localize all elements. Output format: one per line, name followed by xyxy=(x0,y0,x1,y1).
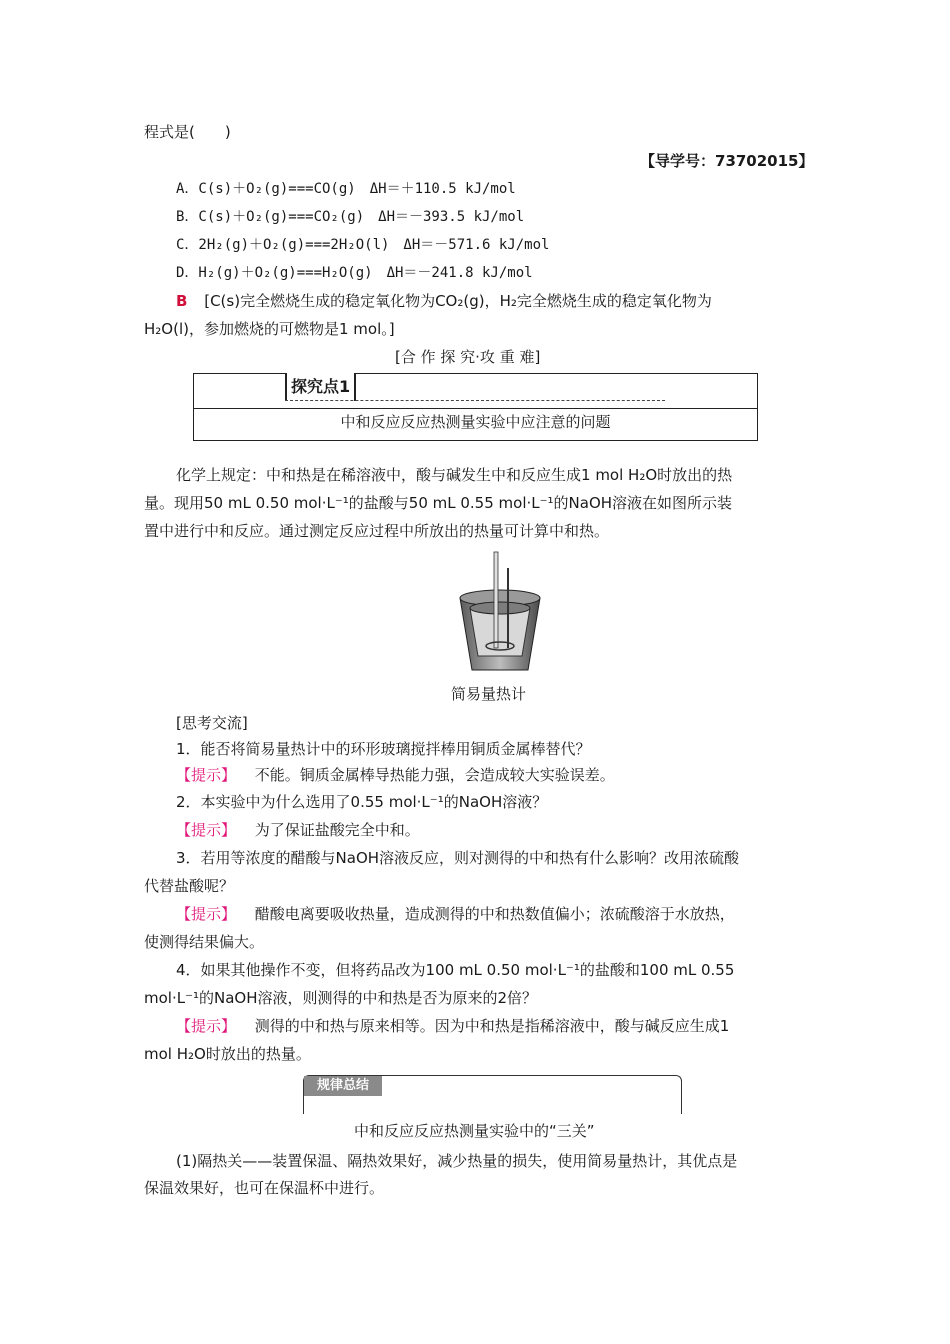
point-1-line-1: (1)隔热关——装置保温、隔热效果好，减少热量的损失，使用简易量热计，其优点是 xyxy=(176,1152,738,1170)
question-4-line-1: 4．如果其他操作不变，但将药品改为100 mL 0.50 mol·L⁻¹的盐酸和100 mL 0.55 xyxy=(176,961,735,979)
option-d: D．H₂(g)＋O₂(g)===H₂O(g) ΔH＝－241.8 kJ/mol xyxy=(176,265,533,281)
figure-caption: 简易量热计 xyxy=(451,685,527,703)
hint-label: 【提示】 xyxy=(176,821,237,839)
answer-explanation-1: [C(s)完全燃烧生成的稳定氧化物为CO₂(g)，H₂完全燃烧生成的稳定氧化物为 xyxy=(204,292,712,310)
guide-number: 【导学号：73702015】 xyxy=(640,152,814,170)
point-1-line-2: 保温效果好，也可在保温杯中进行。 xyxy=(144,1179,385,1197)
hint-3 xyxy=(176,903,735,925)
answer-line-1 xyxy=(176,290,712,312)
option-b: B．C(s)＋O₂(g)===CO₂(g) ΔH＝－393.5 kJ/mol xyxy=(176,209,525,225)
intro-line-1: 化学上规定：中和热是在稀溶液中，酸与碱发生中和反应生成1 mol H₂O时放出的热 xyxy=(176,466,733,484)
summary-tag: 规律总结 xyxy=(304,1076,382,1096)
intro-line-2: 量。现用50 mL 0.50 mol·L⁻¹的盐酸与50 mL 0.55 mol·L⁻¹的NaOH溶液在如图所示装 xyxy=(144,494,733,512)
hint-label: 【提示】 xyxy=(176,905,237,923)
question-1: 1．能否将简易量热计中的环形玻璃搅拌棒用铜质金属棒替代？ xyxy=(176,740,591,758)
answer-letter: B xyxy=(176,292,188,310)
question-4-line-2: mol·L⁻¹的NaOH溶液，则测得的中和热是否为原来的2倍？ xyxy=(144,989,538,1007)
explore-title: 中和反应反应热测量实验中应注意的问题 xyxy=(340,413,611,431)
answer-line-2: H₂O(l)，参加燃烧的可燃物是1 mol。] xyxy=(144,320,395,338)
question-2: 2．本实验中为什么选用了0.55 mol·L⁻¹的NaOH溶液？ xyxy=(176,793,548,811)
question-3-line-2: 代替盐酸呢？ xyxy=(144,877,235,895)
hint-text: 不能。铜质金属棒导热能力强，会造成较大实验误差。 xyxy=(254,766,615,784)
question-3-line-1: 3．若用等浓度的醋酸与NaOH溶液反应，则对测得的中和热有什么影响？改用浓硫酸 xyxy=(176,849,740,867)
explore-box xyxy=(193,373,758,441)
hint-text: 测得的中和热与原来相等。因为中和热是指稀溶液中，酸与碱反应生成1 xyxy=(254,1017,730,1035)
hint-label: 【提示】 xyxy=(176,1017,237,1035)
hint-label: 【提示】 xyxy=(176,766,237,784)
calorimeter-figure xyxy=(450,548,550,678)
hint-text: 为了保证盐酸完全中和。 xyxy=(254,821,420,839)
intro-line-3: 置中进行中和反应。通过测定反应过程中所放出的热量可计算中和热。 xyxy=(144,522,610,540)
summary-title: 中和反应反应热测量实验中的“三关” xyxy=(354,1122,595,1140)
hint-2 xyxy=(176,819,420,841)
hint-3-line-2: 使测得结果偏大。 xyxy=(144,933,265,951)
hint-4 xyxy=(176,1015,729,1037)
section-header: [合 作 探 究·攻 重 难] xyxy=(395,348,541,366)
hint-1 xyxy=(176,764,615,786)
option-a: A．C(s)＋O₂(g)===CO(g) ΔH＝＋110.5 kJ/mol xyxy=(176,181,516,197)
option-c: C．2H₂(g)＋O₂(g)===2H₂O(l) ΔH＝－571.6 kJ/mol xyxy=(176,237,550,253)
hint-4-line-2: mol H₂O时放出的热量。 xyxy=(144,1045,311,1063)
discuss-header: [思考交流] xyxy=(176,714,248,732)
summary-box xyxy=(303,1075,682,1114)
hint-text: 醋酸电离要吸收热量，造成测得的中和热数值偏小；浓硫酸溶于水放热， xyxy=(254,905,735,923)
explore-tag: 探究点1 xyxy=(285,373,356,401)
question-tail: 程式是( ) xyxy=(144,123,231,141)
divider xyxy=(194,408,757,409)
divider xyxy=(285,400,665,401)
